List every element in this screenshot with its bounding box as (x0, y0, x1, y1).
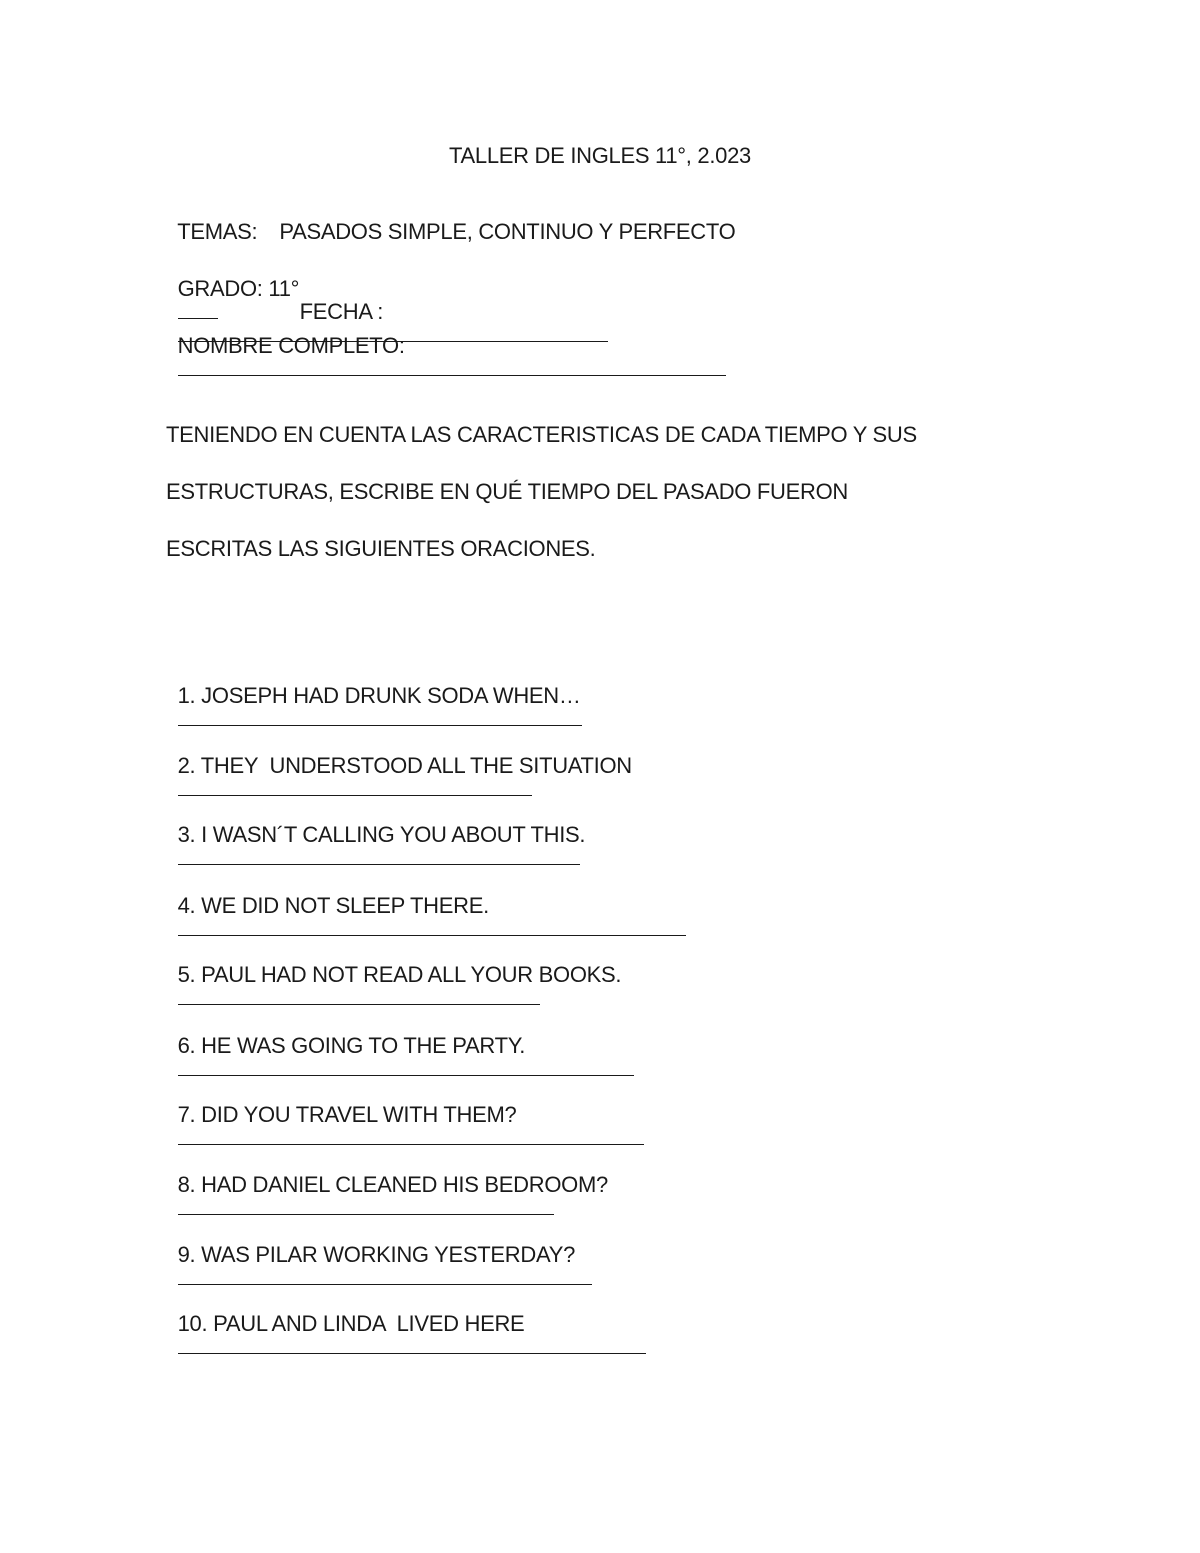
worksheet-title: TALLER DE INGLES 11°, 2.023 (449, 143, 751, 168)
exercise-item (166, 1222, 592, 1289)
exercise-item (166, 873, 686, 940)
topics-row (166, 199, 735, 243)
answer-blank[interactable] (178, 1335, 646, 1354)
exercise-item (166, 1013, 634, 1080)
name-blank[interactable] (178, 357, 726, 376)
answer-blank[interactable] (178, 1196, 554, 1215)
exercise-sentence: 6. HE WAS GOING TO THE PARTY. (177, 1033, 526, 1058)
exercise-sentence: 10. PAUL AND LINDA LIVED HERE (177, 1311, 525, 1336)
exercise-sentence: 1. JOSEPH HAD DRUNK SODA WHEN… (177, 683, 581, 708)
answer-blank[interactable] (178, 846, 580, 865)
exercise-item (166, 1152, 608, 1219)
exercise-item (166, 663, 582, 730)
name-row (166, 313, 726, 380)
topics-value: PASADOS SIMPLE, CONTINUO Y PERFECTO (279, 219, 736, 244)
answer-blank[interactable] (178, 777, 532, 796)
grade-label: GRADO: 11° (177, 276, 300, 301)
topics-label: TEMAS: (177, 219, 258, 244)
exercise-sentence: 5. PAUL HAD NOT READ ALL YOUR BOOKS. (177, 962, 622, 987)
answer-blank[interactable] (178, 1126, 644, 1145)
date-label: FECHA : (299, 299, 384, 324)
instructions-line-1: TENIENDO EN CUENTA LAS CARACTERISTICAS DE CADA TIEMPO Y SUS (166, 422, 917, 447)
answer-blank[interactable] (178, 1057, 634, 1076)
instructions-line-3: ESCRITAS LAS SIGUIENTES ORACIONES. (166, 536, 596, 561)
exercise-item (166, 1082, 644, 1149)
exercise-sentence: 8. HAD DANIEL CLEANED HIS BEDROOM? (177, 1172, 608, 1197)
exercise-sentence: 4. WE DID NOT SLEEP THERE. (177, 893, 489, 918)
exercise-item (166, 942, 621, 1009)
exercise-sentence: 9. WAS PILAR WORKING YESTERDAY? (177, 1242, 576, 1267)
exercise-sentence: 7. DID YOU TRAVEL WITH THEM? (177, 1102, 517, 1127)
exercise-sentence: 2. THEY UNDERSTOOD ALL THE SITUATION (177, 753, 632, 778)
answer-blank[interactable] (178, 986, 540, 1005)
exercise-item (166, 802, 585, 869)
exercise-sentence: 3. I WASN´T CALLING YOU ABOUT THIS. (177, 822, 586, 847)
answer-blank[interactable] (178, 1266, 592, 1285)
instructions-line-2: ESTRUCTURAS, ESCRIBE EN QUÉ TIEMPO DEL PASADO FUERON (166, 479, 848, 504)
name-label: NOMBRE COMPLETO: (177, 333, 405, 358)
answer-blank[interactable] (178, 707, 582, 726)
exercise-item (166, 733, 632, 800)
exercise-item (166, 1291, 646, 1358)
answer-blank[interactable] (178, 917, 686, 936)
